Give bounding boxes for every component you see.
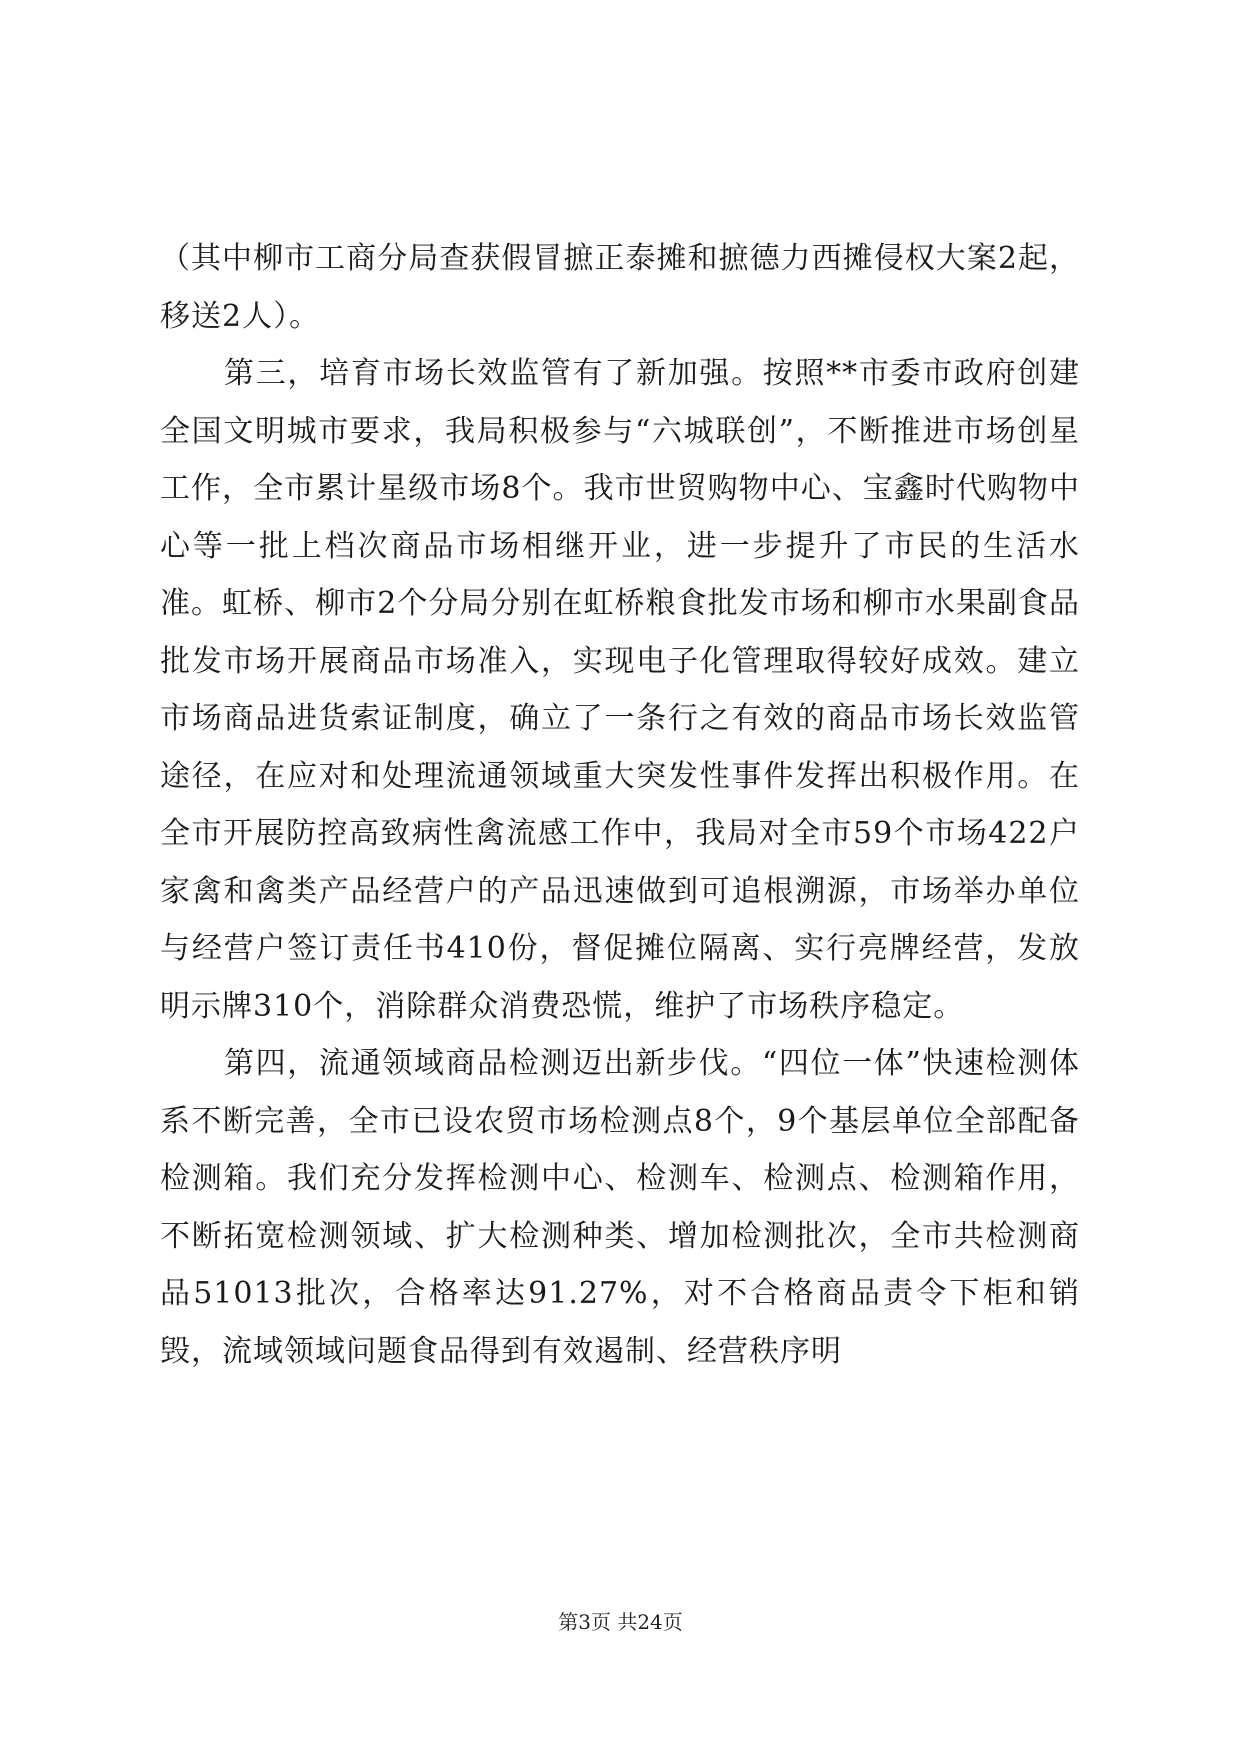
- paragraph-fourth-point: 第四，流通领域商品检测迈出新步伐。“四位一体”快速检测体系不断完善，全市已设农贸市场检测点8个，9个基层单位全部配备检测箱。我们充分发挥检测中心、检测车、检测点、检测箱作用，不断拓宽检测领域、扩大检测种类、增加检测批次，全市共检测商品51013批次，合格率达91.27%，对不合格商品责令下柜和销毁，流域领域问题食品得到有效遏制、经营秩序明: [160, 1046, 1080, 1369]
- paragraph-third-point: 第三，培育市场长效监管有了新加强。按照**市委市政府创建全国文明城市要求，我局积极参与“六城联创”，不断推进市场创星工作，全市累计星级市场8个。我市世贸购物中心、宝鑫时代购物中心等一批上档次商品市场相继开业，进一步提升了市民的生活水准。虹桥、柳市2个分局分别在虹桥粮食批发市场和柳市水果副食品批发市场开展商品市场准入，实现电子化管理取得较好成效。建立市场商品进货索证制度，确立了一条行之有效的商品市场长效监管途径，在应对和处理流通领域重大突发性事件发挥出积极作用。在全市开展防控高致病性禽流感工作中，我局对全市59个市场422户家禽和禽类产品经营户的产品迅速做到可追根溯源，市场举办单位与经营户签订责任书410份，督促摊位隔离、实行亮牌经营，发放明示牌310个，消除群众消费恐慌，维护了市场秩序稳定。: [160, 356, 1080, 1024]
- page-footer: 第3页 共24页: [558, 1610, 683, 1634]
- paragraph-continuation: （其中柳市工商分局查获假冒摭正泰摊和摭德力西摊侵权大案2起，移送2人）。: [160, 241, 1080, 334]
- document-body: [160, 230, 1080, 1380]
